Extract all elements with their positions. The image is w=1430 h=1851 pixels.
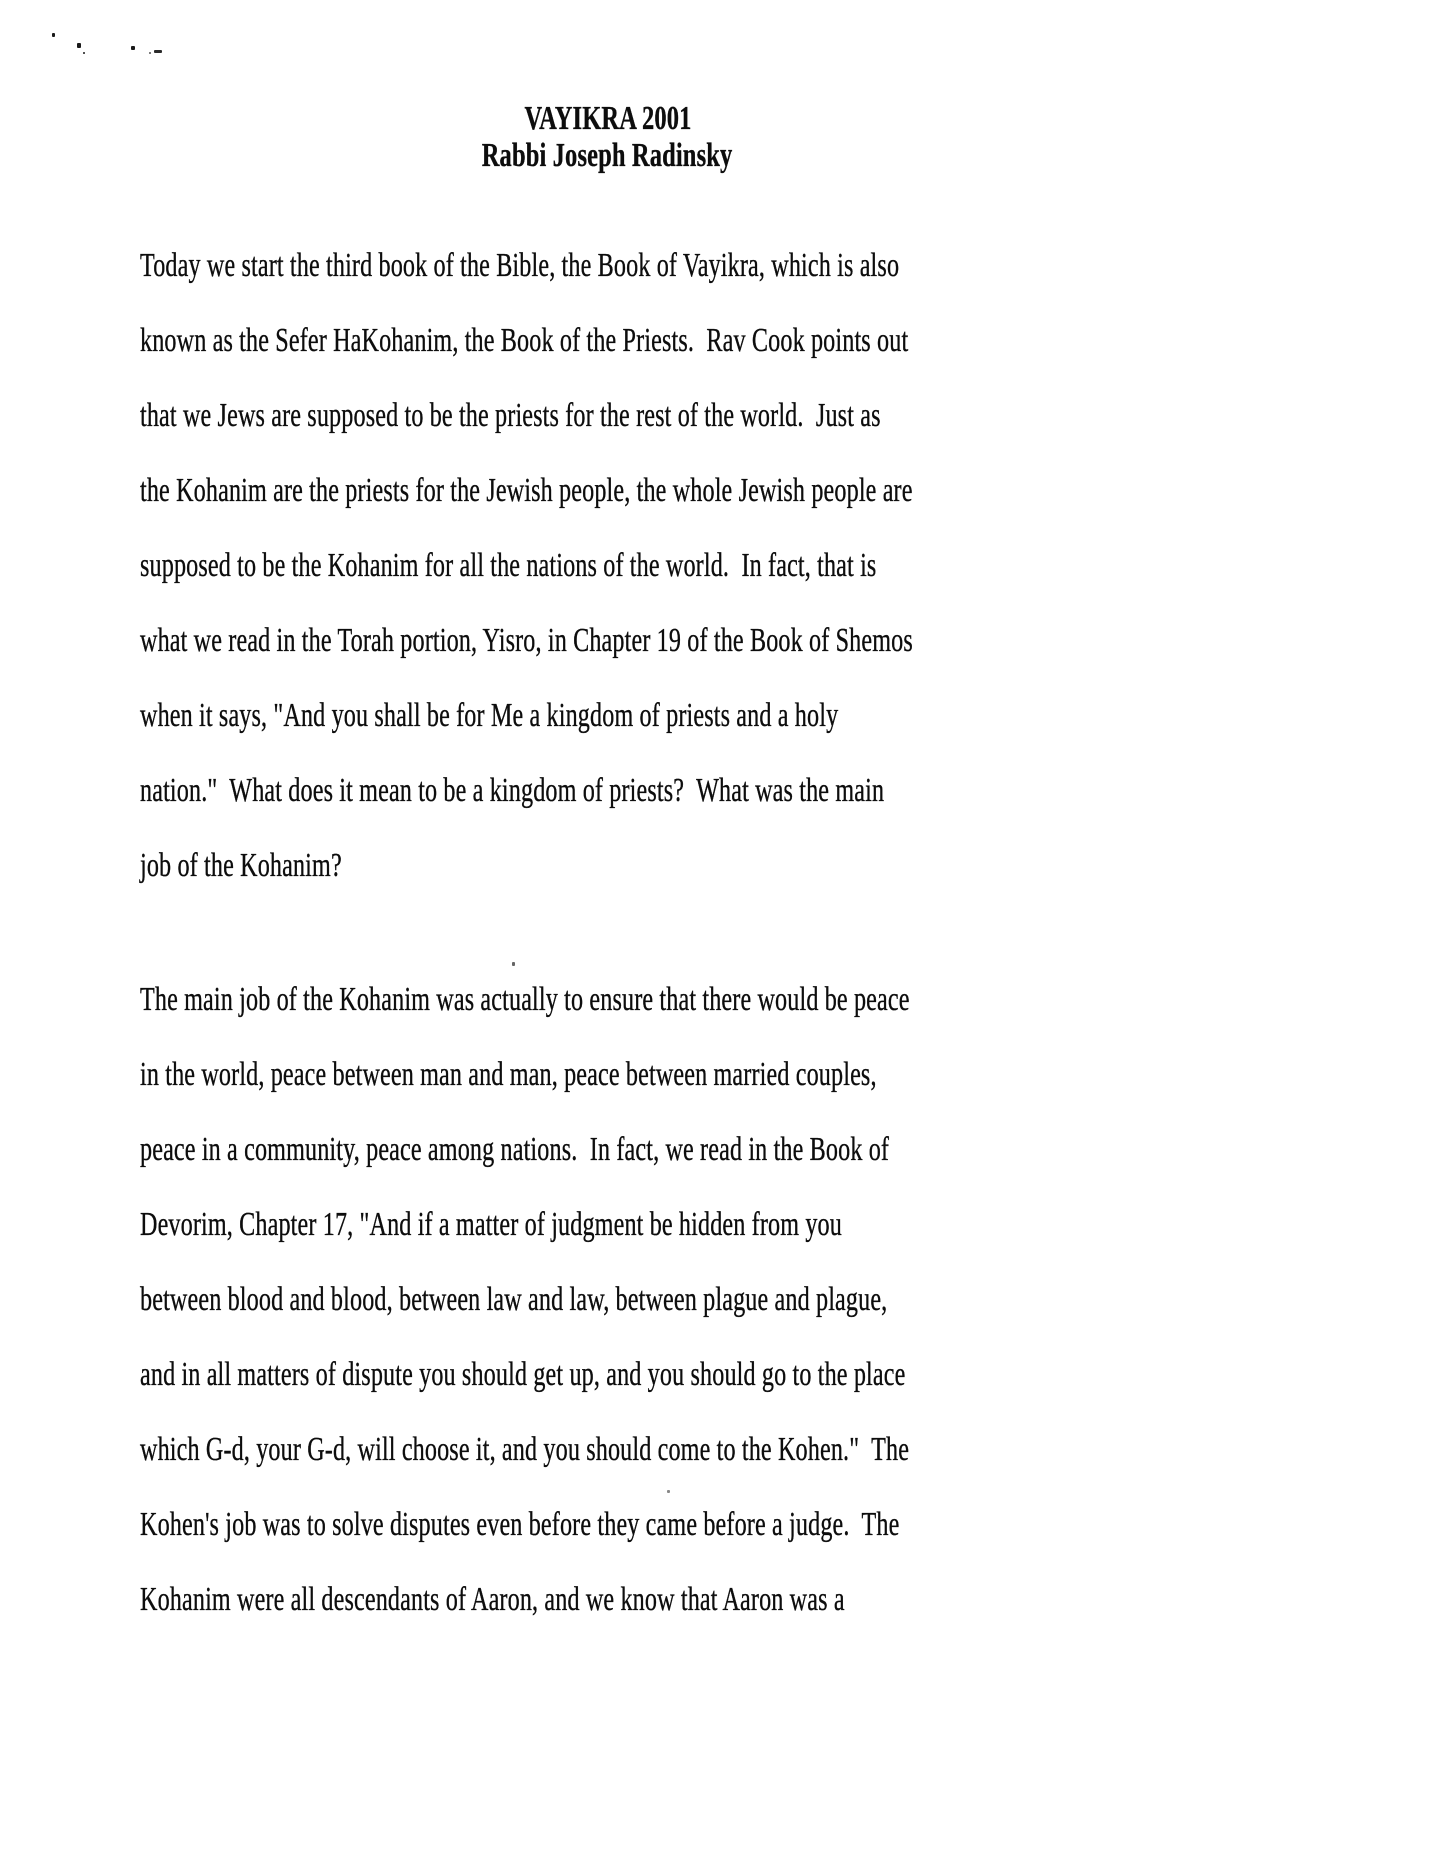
paragraph-line: in the world, peace between man and man, peace between married couples, (140, 1055, 877, 1093)
document-author: Rabbi Joseph Radinsky (482, 137, 733, 174)
paragraph-line: nation." What does it mean to be a kingdom of priests? What was the main (140, 771, 885, 809)
ink-speck (83, 52, 85, 54)
paragraph-line: known as the Sefer HaKohanim, the Book of the Priests. Rav Cook points out (140, 321, 909, 359)
paragraph-line: job of the Kohanim? (140, 846, 342, 884)
document-header (140, 100, 1075, 174)
document-title: VAYIKRA 2001 (523, 100, 692, 137)
paragraph-line: peace in a community, peace among nations. In fact, we read in the Book of (140, 1130, 890, 1168)
paragraph-line: when it says, "And you shall be for Me a kingdom of priests and a holy (140, 696, 839, 734)
paragraph-line: The main job of the Kohanim was actually to ensure that there would be peace (140, 980, 910, 1018)
ink-speck (154, 50, 162, 53)
paragraph-line: Today we start the third book of the Bible, the Book of Vayikra, which is also (140, 246, 900, 284)
ink-speck (131, 46, 135, 50)
paragraph-line: between blood and blood, between law and law, between plague and plague, (140, 1280, 888, 1318)
ink-speck (149, 52, 151, 54)
paragraph-line: Kohen's job was to solve disputes even before they came before a judge. The (140, 1505, 900, 1543)
paragraph-line: and in all matters of dispute you should get up, and you should go to the place (140, 1355, 906, 1393)
paragraph-line: Devorim, Chapter 17, "And if a matter of judgment be hidden from you (140, 1205, 842, 1243)
paragraph-1 (140, 228, 1380, 903)
paragraph-line: what we read in the Torah portion, Yisro, in Chapter 19 of the Book of Shemos (140, 621, 913, 659)
paragraph-line: that we Jews are supposed to be the priests for the rest of the world. Just as (140, 396, 881, 434)
ink-speck (77, 43, 81, 48)
ink-speck (52, 33, 55, 37)
paragraph-2 (140, 962, 1380, 1637)
paragraph-line: the Kohanim are the priests for the Jewish people, the whole Jewish people are (140, 471, 913, 509)
paragraph-line: Kohanim were all descendants of Aaron, and we know that Aaron was a (140, 1580, 845, 1618)
paragraph-line: which G-d, your G-d, will choose it, and you should come to the Kohen." The (140, 1430, 910, 1468)
paragraph-line: supposed to be the Kohanim for all the nations of the world. In fact, that is (140, 546, 877, 584)
